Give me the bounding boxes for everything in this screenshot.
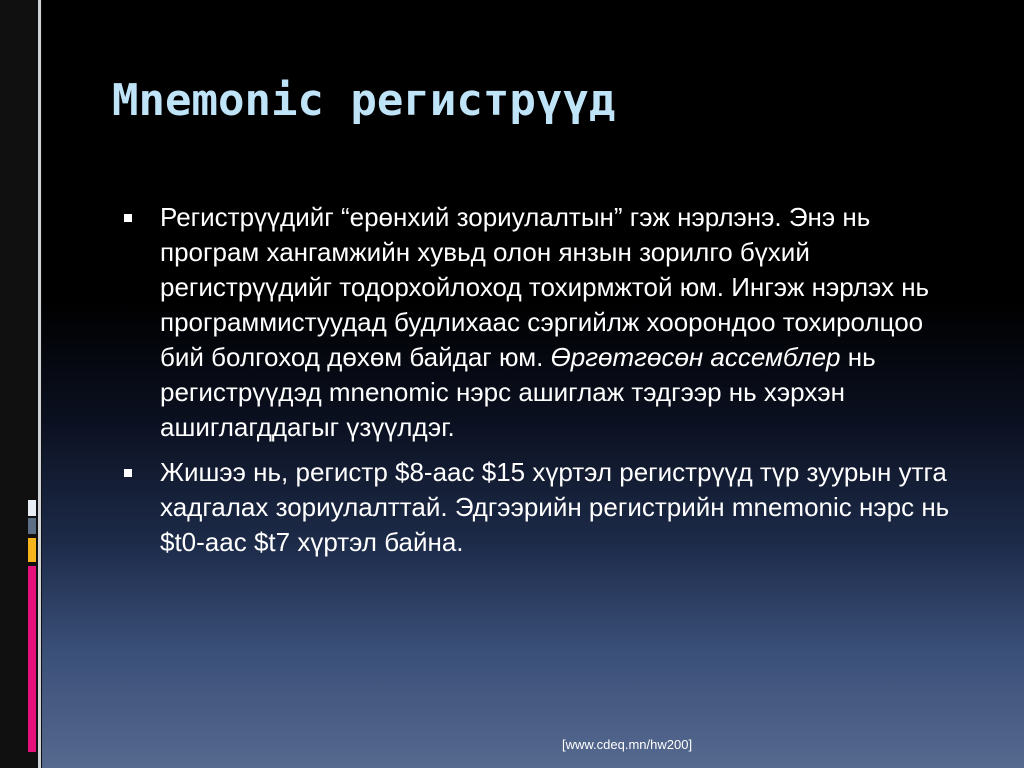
bullet-item-2: [124, 455, 964, 560]
accent-bar-slate: [28, 518, 36, 534]
slide-title: Mnemonic регистрүүд: [112, 75, 616, 126]
bullet-text-part: Регистрүүдийг “ерөнхий зориулалтын” гэж нэрлэнэ. Энэ нь програм хангамжийн хувьд олон янзын зорилго бүхий регистрүүдийг тодорхойлоход тохирмжтой юм. Ингэж нэрлэх нь программистуудад будлихаас сэргийлж хоорондоо тохиролцоо бий болгоход дөхөм байдаг юм.: [160, 202, 930, 372]
bullet-text: Жишээ нь, регистр $8-аас $15 хүртэл регистрүүд түр зуурын утга хадгалах зориулалттай. Эдгээрийн регистрийн mnemonic нэрс нь $t0-аас $t7 хүртэл байна.: [160, 457, 950, 557]
accent-bar-pink: [28, 566, 36, 752]
accent-bar-gold: [28, 538, 36, 562]
square-bullet-icon: [124, 214, 132, 222]
bullet-text-part: нь регистрүүдэд mnenomic нэрс ашиглаж тэдгээр нь хэрхэн ашиглагддагыг үзүүлдэг.: [160, 342, 876, 442]
bullet-list: [124, 200, 964, 570]
square-bullet-icon: [124, 469, 132, 477]
footer-source: [www.cdeq.mn/hw200]: [562, 737, 693, 752]
bullet-item-1: [124, 200, 964, 445]
accent-bar-white: [28, 500, 36, 516]
bullet-text: [160, 202, 929, 442]
left-divider-line: [38, 0, 41, 768]
bullet-text-italic: Өргөтгөсөн ассемблер: [550, 342, 841, 372]
